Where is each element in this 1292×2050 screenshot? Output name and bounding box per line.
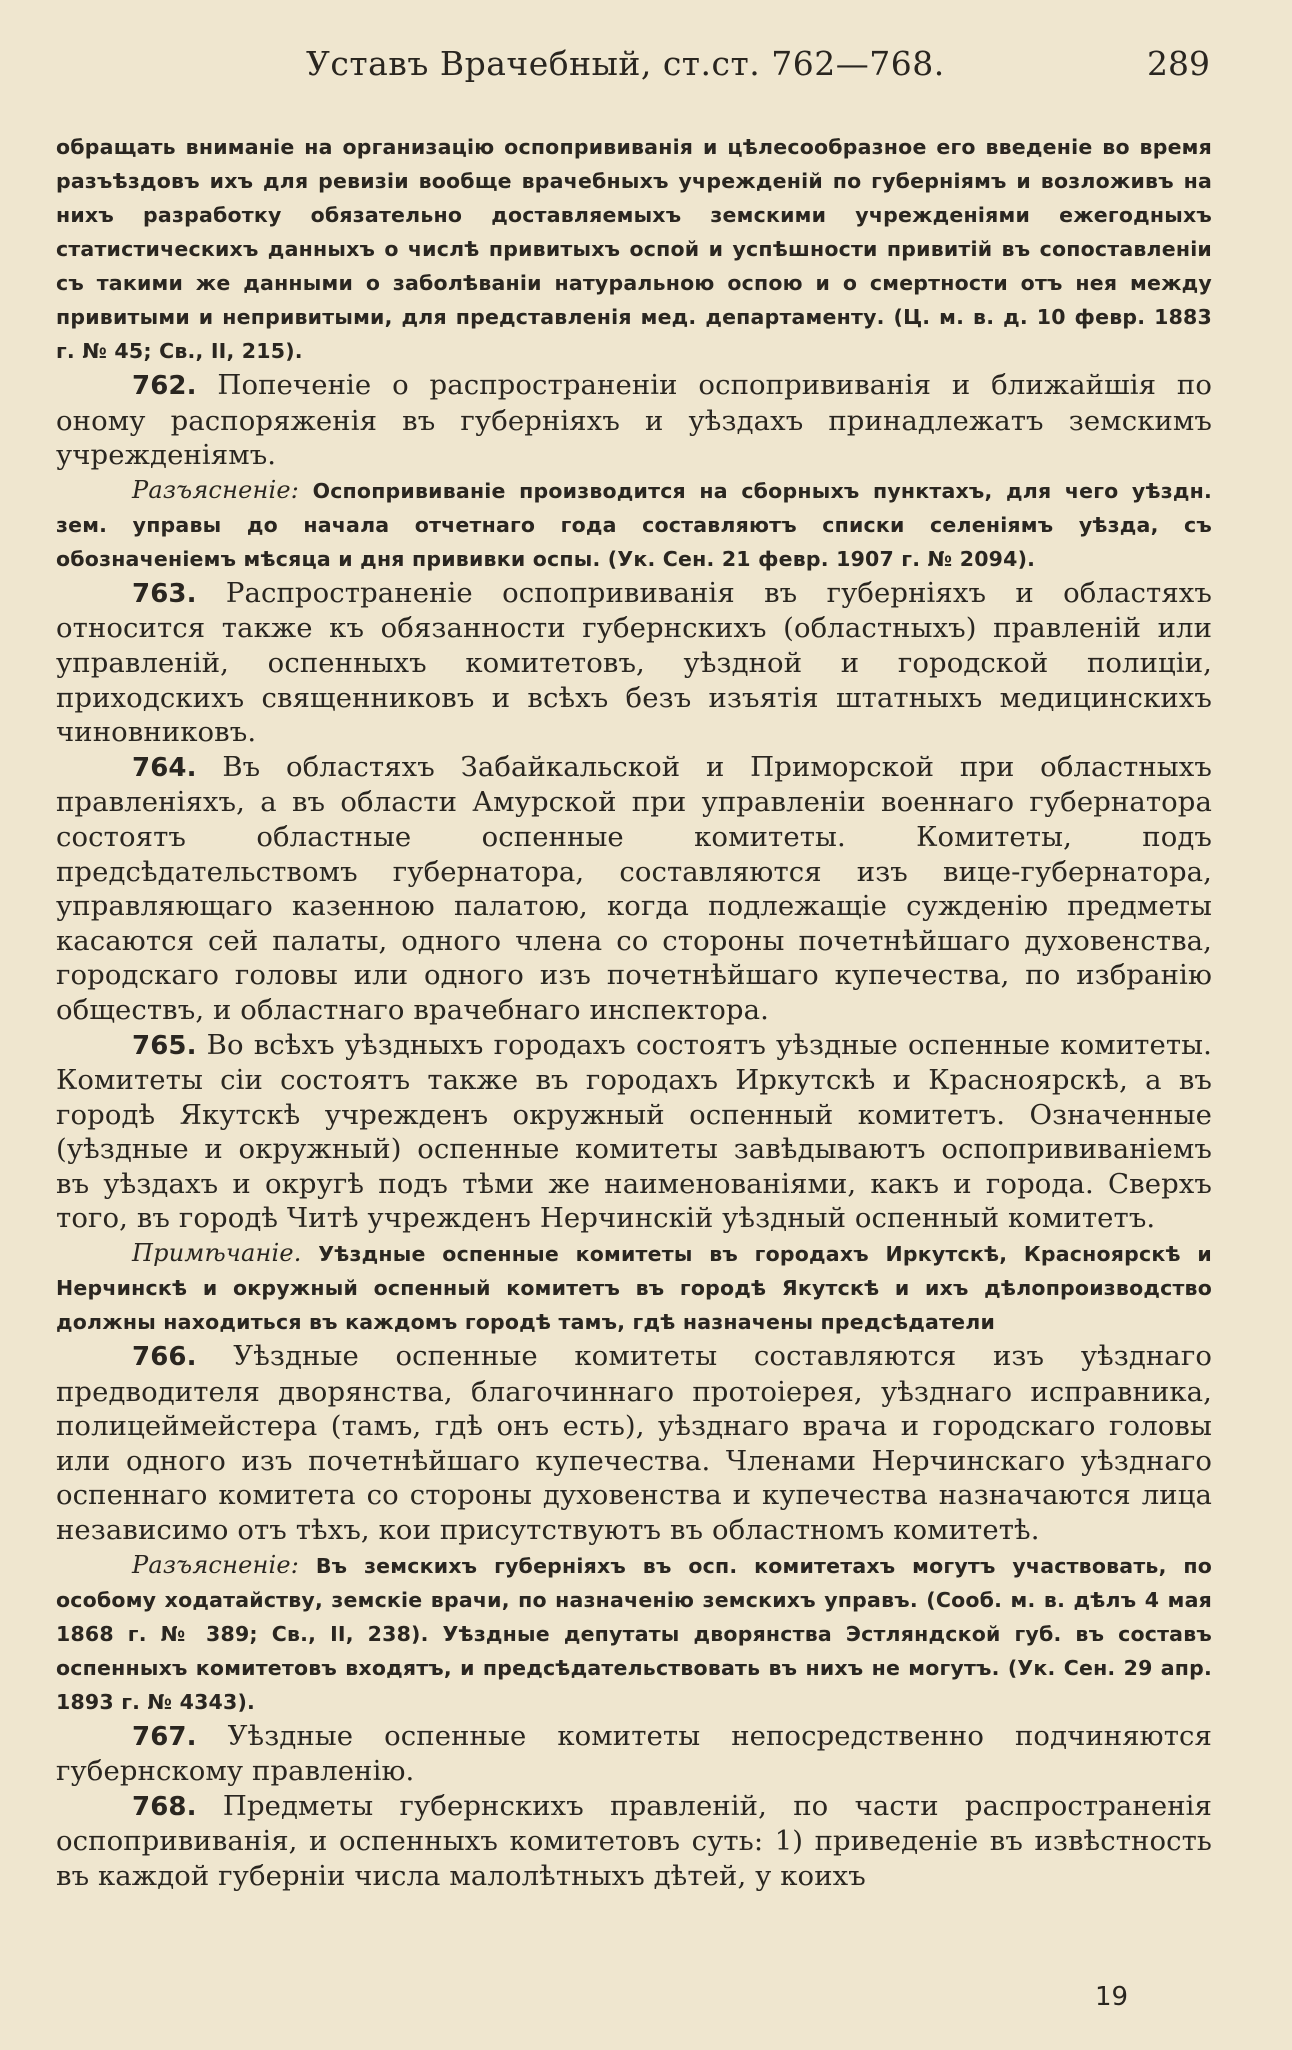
paragraph-text: Уѣздные оспенные комитеты составляются изъ уѣзднаго предводителя дворянства, благочиннаго протоіерея, уѣзднаго исправника, полицеймейстера (тамъ, гдѣ онъ есть), уѣзднаго врача и городскаго головы или одного изъ почетнѣйшаго купечества. Членами Нерчинскаго уѣзднаго оспеннаго комитета со стороны духовенства и купечества назначаются лица независимо отъ тѣхъ, кои присутствуютъ въ областномъ комитетѣ.	[56, 1340, 1212, 1547]
paragraph-text: Оспопрививаніе производится на сборныхъ пунктахъ, для чего уѣздн. зем. управы до начала отчетнаго года составляютъ списки селеніямъ уѣзда, съ обозначеніемъ мѣсяца и дня прививки оспы. (Ук. Сен. 21 февр. 1907 г. № 2094).	[56, 478, 1212, 571]
paragraph-text: Попеченіе о распространеніи оспопрививанія и ближайшія по оному распоряженія въ губерніяхъ и уѣздахъ принадлежатъ земскимъ учрежденіямъ.	[56, 369, 1212, 472]
note-lead: Разъясненіе:	[132, 475, 300, 504]
paragraph-text: Уѣздные оспенные комитеты въ городахъ Иркутскѣ, Красноярскѣ и Нерчинскѣ и окружный оспенный комитетъ въ городѣ Якутскѣ и ихъ дѣлопроизводство должны находиться въ каждомъ городѣ тамъ, гдѣ назначены предсѣдатели	[56, 1242, 1212, 1335]
article-paragraph	[56, 1339, 1212, 1548]
note-lead: Разъясненіе:	[132, 1550, 300, 1579]
article-paragraph	[56, 1028, 1212, 1237]
paragraph-text: Въ земскихъ губерніяхъ въ осп. комитетахъ могутъ участвовать, по особому ходатайству, земскіе врачи, по назначенію земскихъ управъ. (Сооб. м. в. дѣлъ 4 мая 1868 г. № 389; Св., II, 238). Уѣздные депутаты дворянства Эстляндской губ. въ составъ оспенныхъ комитетовъ входятъ, и предсѣдательствовать въ нихъ не могутъ. (Ук. Сен. 29 апр. 1893 г. № 4343).	[56, 1553, 1212, 1714]
article-number: 767.	[132, 1721, 197, 1752]
article-number: 768.	[132, 1791, 197, 1822]
article-number: 762.	[132, 371, 197, 401]
article-paragraph	[56, 368, 1212, 473]
article-number: 763.	[132, 578, 197, 609]
page-header	[56, 44, 1210, 94]
article-paragraph	[56, 1719, 1212, 1789]
note-paragraph	[56, 1548, 1212, 1719]
continuation-paragraph	[56, 130, 1212, 368]
note-paragraph	[56, 1236, 1212, 1339]
note-paragraph	[56, 473, 1212, 576]
article-paragraph	[56, 750, 1212, 1028]
article-paragraph	[56, 1789, 1212, 1894]
signature-mark: 19	[1095, 1982, 1129, 2012]
article-number: 765.	[132, 1030, 197, 1061]
page-number: 289	[1147, 44, 1210, 83]
running-title: Уставъ Врачебный, ст.ст. 762—768.	[306, 44, 945, 83]
paragraph-text: Предметы губернскихъ правленій, по части распространенія оспопрививанія, и оспенныхъ комитетовъ суть: 1) приведеніе въ извѣстность въ каждой губерніи числа малолѣтныхъ дѣтей, у коихъ	[56, 1789, 1212, 1892]
paragraph-text: обращать вниманіе на организацію оспопрививанія и цѣлесообразное его введеніе во время разъѣздовъ ихъ для ревизіи вообще врачебныхъ учрежденій по губерніямъ и возложивъ на нихъ разработку обязательно доставляемыхъ земскими учрежденіями ежегодныхъ статистическихъ данныхъ о числѣ привитыхъ оспой и успѣшности привитій въ сопоставленіи съ такими же данными о заболѣваніи натуральною оспою и о смертности отъ нея между привитыми и непривитыми, для представленія мед. департаменту. (Ц. м. в. д. 10 февр. 1883 г. № 45; Св., II, 215).	[56, 135, 1212, 363]
article-number: 766.	[132, 1342, 197, 1373]
paragraph-text: Во всѣхъ уѣздныхъ городахъ состоятъ уѣздные оспенные комитеты. Комитеты сіи состоятъ также въ городахъ Иркутскѣ и Красноярскѣ, а въ городѣ Якутскѣ учрежденъ окружный оспенный комитетъ. Означенные (уѣздные и окружный) оспенные комитеты завѣдываютъ оспопрививаніемъ въ уѣздахъ и округѣ подъ тѣми же наименованіями, какъ и города. Сверхъ того, въ городѣ Читѣ учрежденъ Нерчинскій уѣздный оспенный комитетъ.	[56, 1028, 1212, 1235]
note-lead: Примѣчаніе.	[132, 1239, 302, 1268]
article-paragraph	[56, 576, 1212, 750]
page-body	[56, 130, 1212, 1894]
paragraph-text: Въ областяхъ Забайкальской и Приморской при областныхъ правленіяхъ, а въ области Амурской при управленіи военнаго губернатора состоятъ областные оспенные комитеты. Комитеты, подъ предсѣдательствомъ губернатора, составляются изъ вице-губернатора, управляющаго казенною палатою, когда подлежащіе сужденію предметы касаются сей палаты, одного члена со стороны почетнѣйшаго духовенства, городскаго головы или одного изъ почетнѣйшаго купечества, по избранію обществъ, и областнаго врачебнаго инспектора.	[56, 750, 1212, 1026]
paragraph-text: Уѣздные оспенные комитеты непосредственно подчиняются губернскому правленію.	[56, 1719, 1212, 1788]
article-number: 764.	[132, 752, 197, 783]
paragraph-text: Распространеніе оспопрививанія въ губерніяхъ и областяхъ относится также къ обязанности губернскихъ (областныхъ) правленій или управленій, оспенныхъ комитетовъ, уѣздной и городской полиціи, приходскихъ священниковъ и всѣхъ безъ изъятія штатныхъ медицинскихъ чиновниковъ.	[56, 576, 1212, 749]
